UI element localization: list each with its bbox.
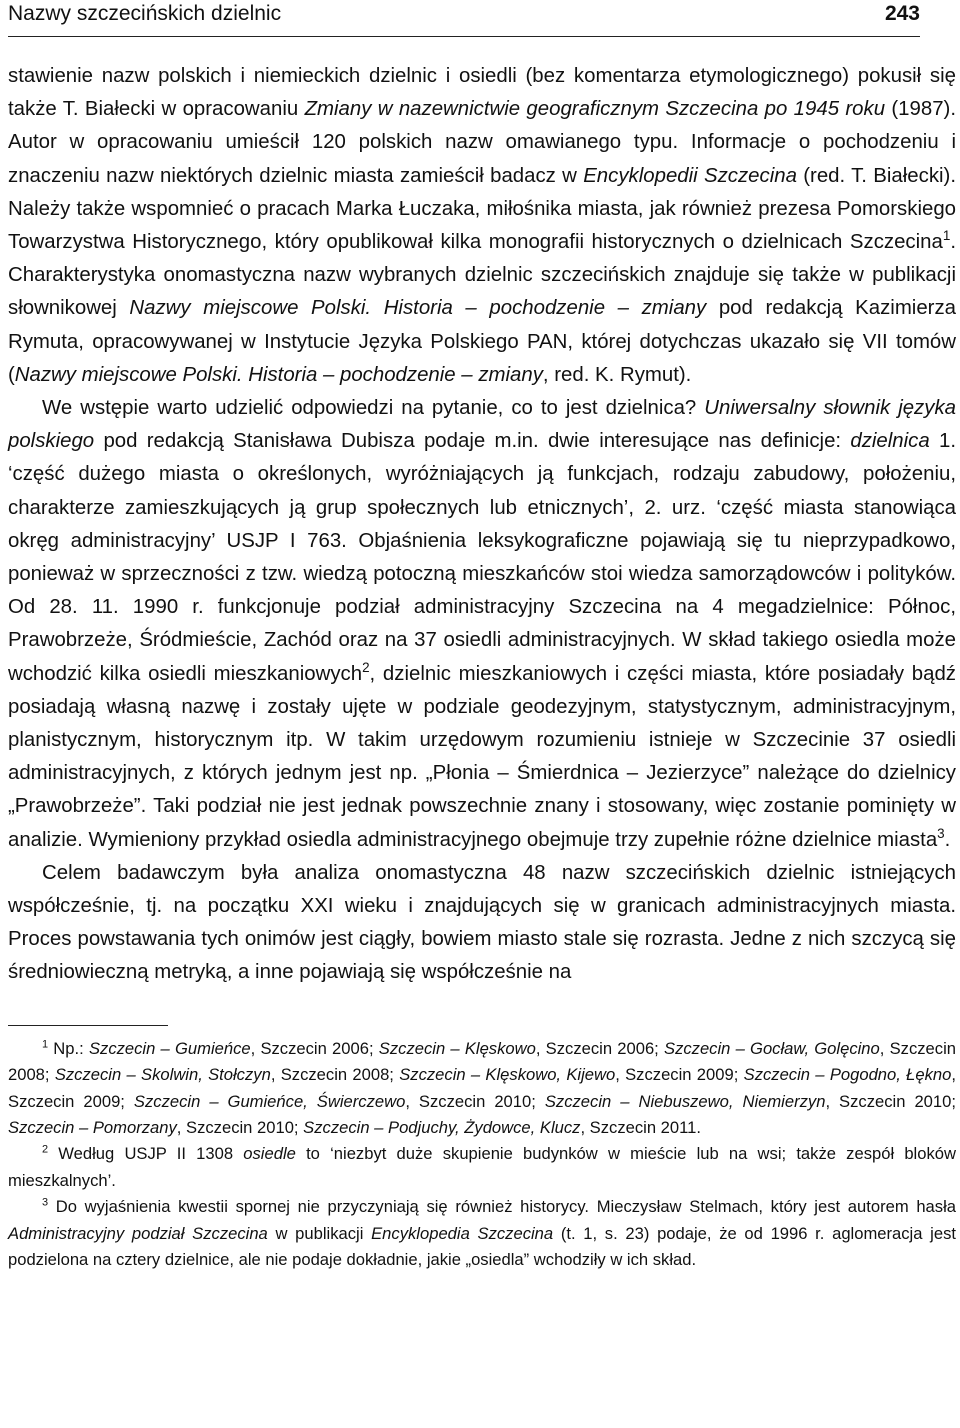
- footnote-marker: 3: [42, 1196, 49, 1209]
- text-run: stawienie nazw polskich i niemieckich dzielnic i osiedli (bez komentarza etymologicznego) pokusił się także T. Białecki w opracowaniu: [8, 65, 956, 121]
- text-run: (t. 1, s. 23) podaje, że od 1996 r. aglomeracja jest podzielona na cztery dzielnice, ale nie podaje dokładnie, jakie „osiedla” wchodziły w ich skład.: [8, 1223, 956, 1269]
- footnote-marker: 2: [42, 1143, 49, 1156]
- footnote: [8, 1141, 956, 1194]
- text-run: , Szczecin 2010;: [825, 1091, 956, 1111]
- paragraph: [8, 857, 956, 990]
- italic-text: Szczecin – Niebuszewo, Niemierzyn: [544, 1091, 826, 1111]
- text-run: . Charakterystyka onomastyczna nazw wybranych dzielnic szczecińskich znajduje się także w publikacji słownikowej: [8, 231, 956, 320]
- italic-text: Szczecin – Klęskowo: [378, 1038, 536, 1058]
- text-run: (1987). Autor w opracowaniu umieścił 120 polskich nazw omawianego typu. Informacje o pochodzeniu i znaczeniu nazw niektórych dzielnic miasta zamieścił badacz w: [8, 98, 956, 187]
- footnote: [8, 1036, 956, 1142]
- text-run: , Szczecin 2006;: [250, 1038, 379, 1058]
- italic-text: Szczecin – Gumieńce: [88, 1038, 251, 1058]
- italic-text: Encyklopedia Szczecina: [371, 1223, 554, 1243]
- footnote-marker: 1: [942, 228, 951, 244]
- text-run: , Szczecin 2009;: [8, 1065, 956, 1111]
- text-run: We wstępie warto udzielić odpowiedzi na pytanie, co to jest dzielnica?: [42, 397, 705, 420]
- text-run: , Szczecin 2009;: [615, 1065, 744, 1085]
- italic-text: Uniwersalny słownik języka polskiego: [8, 397, 956, 453]
- italic-text: Szczecin – Gocław, Golęcino: [664, 1038, 880, 1058]
- text-run: , Szczecin 2008;: [8, 1038, 956, 1085]
- text-run: , dzielnic mieszkaniowych i części miasta, które posiadały bądź posiadają własną nazwę i zostały ujęte w podziale geodezyjnym, statystycznym, administracyjnym, planistycznym, historycznym itp. W takim urzędowym rozumieniu istnieje w Szczecinie 37 osiedli administracyjnych, z których jednym jest np. „Płonia – Śmierdnica – Jezierzyce” należące do dzielnicy „Prawobrzeże”. Taki podział nie jest jednak powszechnie znany i stosowany, więc zostanie pominięty w analizie. Wymieniony przykład osiedla administracyjnego obejmuje trzy zupełnie różne dzielnice miasta: [8, 662, 956, 851]
- text-run: pod redakcją Stanisława Dubisza podaje m.in. dwie interesujące nas definicje:: [94, 430, 851, 453]
- footnote-marker: 3: [937, 825, 945, 841]
- italic-text: Nazwy miejscowe Polski. Historia – pochodzenie – zmiany: [129, 297, 707, 320]
- italic-text: Szczecin – Skolwin, Stołczyn: [54, 1065, 271, 1085]
- italic-text: Zmiany w nazewnictwie geograficznym Szczecina po 1945 roku: [304, 98, 886, 121]
- document-page: [8, 0, 956, 1273]
- italic-text: Encyklopedii Szczecina: [583, 164, 797, 187]
- text-run: Celem badawczym była analiza onomastyczna 48 nazw szczecińskich dzielnic istniejących współcześnie, tj. na początku XXI wieku i znajdujących się w granicach administracyjnych miasta. Proces powstawania tych onimów jest ciągły, bowiem miasto stale się rozrasta. Jedne z nich szczycą się średniowieczną metryką, a inne pojawiają się współcześnie na: [8, 861, 956, 984]
- footnotes: [8, 1036, 956, 1274]
- paragraph: [8, 392, 956, 857]
- text-run: , Szczecin 2010;: [405, 1091, 545, 1111]
- italic-text: Administracyjny podział Szczecina: [8, 1223, 268, 1243]
- text-run: w publikacji: [267, 1223, 372, 1243]
- text-run: Np.:: [48, 1038, 89, 1058]
- footnote-marker: 2: [362, 659, 370, 675]
- running-title: Nazwy szczecińskich dzielnic: [8, 2, 282, 25]
- page-number: 243: [884, 2, 920, 25]
- text-run: Do wyjaśnienia kwestii spornej nie przyczyniają się również historycy. Mieczysław Stelmach, który jest autorem hasła: [48, 1197, 956, 1217]
- footnote-divider: [8, 1025, 168, 1026]
- italic-text: Szczecin – Pomorzany: [8, 1117, 177, 1137]
- italic-text: Nazwy miejscowe Polski. Historia – pochodzenie – zmiany: [14, 363, 543, 386]
- text-run: 1. ‘część dużego miasta o określonych, wyróżniających ją funkcjach, rodzaju zabudowy, położeniu, charakterze zamieszkujących ją grup społecznych lub etnicznych’, 2. urz. ‘część miasta stanowiąca okręg administracyjny’ USJP I 763. Objaśnienia leksykograficzne pojawiają się tu nieprzypadkowo, ponieważ w sprzeczności z tzw. wiedzą potoczną mieszkańców stoi wiedza samorządowców i polityków. Od 28. 11. 1990 r. funkcjonuje podział administracyjny Szczecina na 4 megadzielnice: Północ, Prawobrzeże, Śródmieście, Zachód oraz na 37 osiedli administracyjnych. W skład takiego osiedla może wchodzić kilka osiedli mieszkaniowych: [8, 430, 956, 685]
- text-run: , red. K. Rymut).: [542, 363, 692, 386]
- text-run: (red. T. Białecki). Należy także wspomnieć o pracach Marka Łuczaka, miłośnika miasta, jak również prezesa Pomorskiego Towarzystwa Historycznego, który opublikował kilka monografii historycznych o dzielnicach Szczecina: [8, 164, 956, 254]
- italic-text: Szczecin – Klęskowo, Kijewo: [399, 1065, 616, 1085]
- text-run: , Szczecin 2008;: [270, 1065, 400, 1085]
- italic-text: osiedle: [243, 1144, 296, 1164]
- text-run: pod redakcją Kazimierza Rymuta, opracowywanej w Instytucie Języka Polskiego PAN, której dotychczas ukazało się VII tomów (: [8, 297, 956, 386]
- running-header: [8, 0, 920, 37]
- body-text: [8, 60, 956, 990]
- text-run: .: [944, 828, 951, 851]
- italic-text: Szczecin – Gumieńce, Świerczewo: [133, 1091, 406, 1111]
- italic-text: dzielnica: [850, 430, 930, 453]
- text-run: to ‘niezbyt duże skupienie budynków w mieście lub na wsi; także zespół bloków mieszkalnych’.: [8, 1144, 956, 1190]
- text-run: , Szczecin 2010;: [176, 1117, 304, 1137]
- italic-text: Szczecin – Podjuchy, Żydowce, Klucz: [303, 1117, 581, 1137]
- footnote: [8, 1194, 956, 1273]
- text-run: , Szczecin 2011.: [580, 1117, 701, 1137]
- italic-text: Szczecin – Pogodno, Łękno: [743, 1065, 952, 1085]
- footnote-marker: 1: [42, 1038, 49, 1051]
- text-run: Według USJP II 1308: [48, 1144, 244, 1164]
- paragraph: [8, 60, 956, 392]
- text-run: , Szczecin 2006;: [535, 1038, 664, 1058]
